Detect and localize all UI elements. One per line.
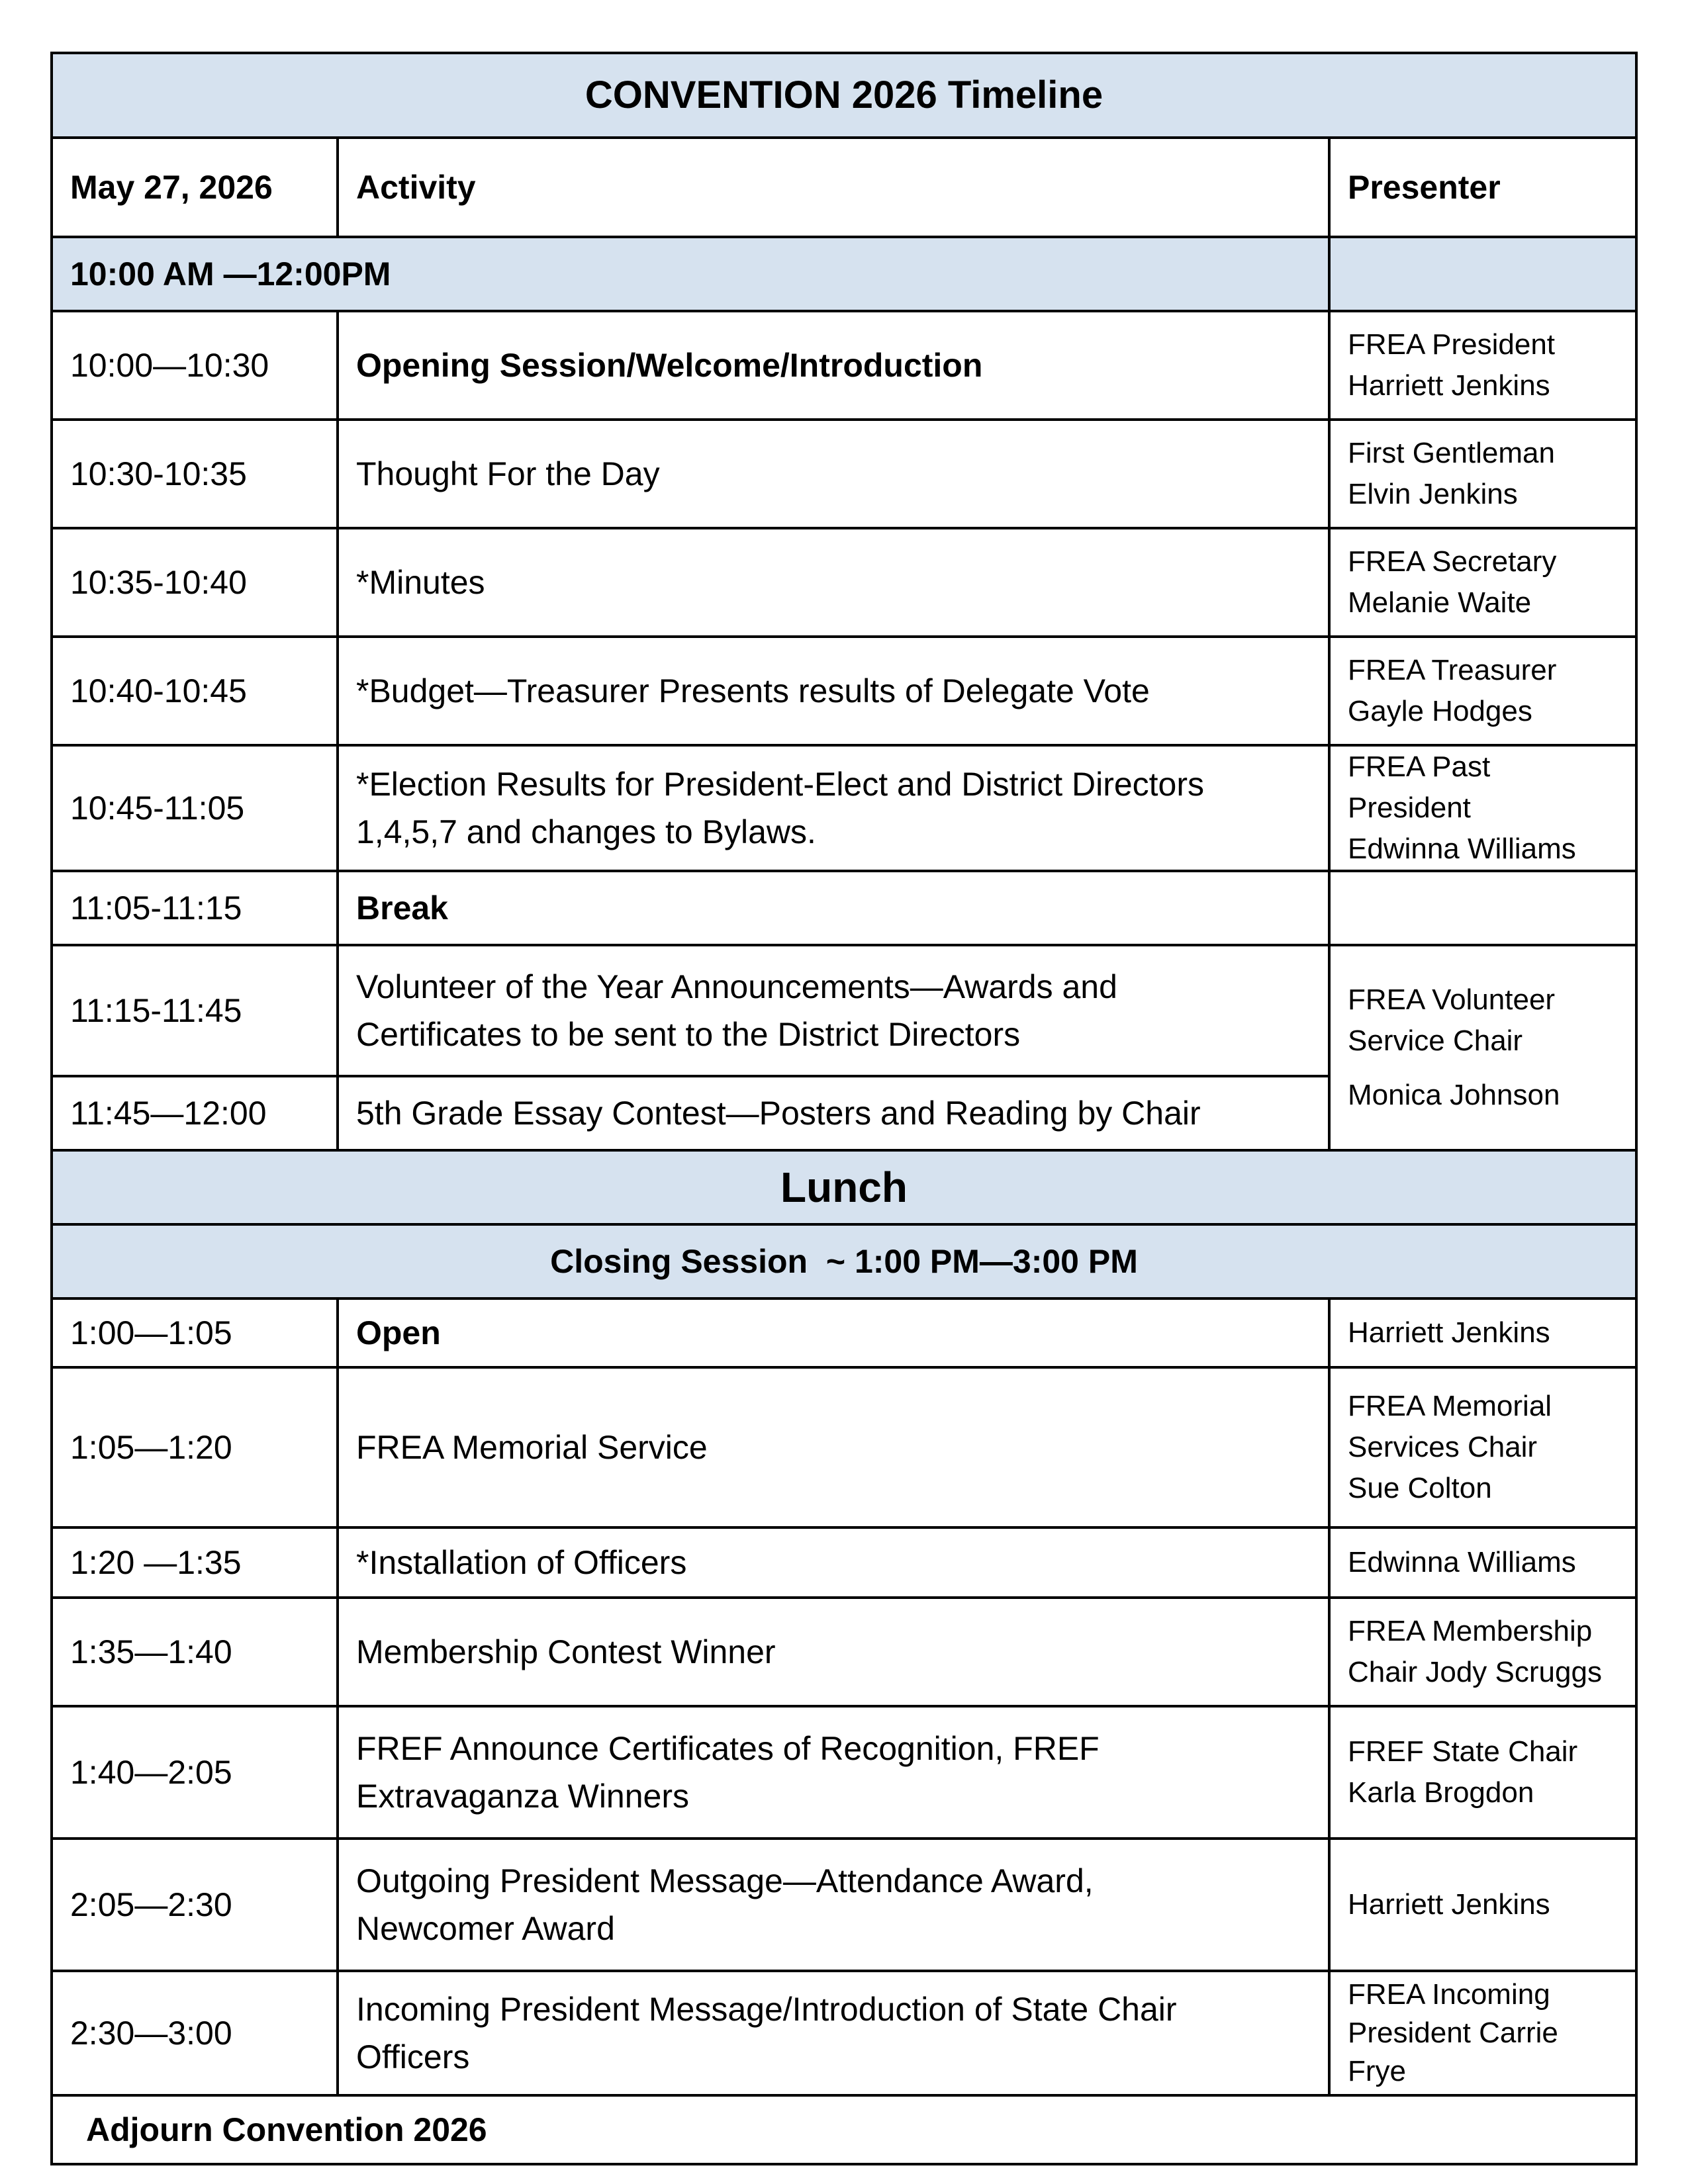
- row-presenter: [1329, 1971, 1636, 2095]
- schedule-row: [52, 1598, 1636, 1706]
- presenter-line: Monica Johnson: [1348, 1079, 1560, 1111]
- schedule-row: [52, 1527, 1636, 1598]
- header-date: May 27, 2026: [52, 138, 338, 237]
- row-time: 10:45-11:05: [52, 745, 338, 871]
- morning-band-row: [52, 237, 1636, 311]
- row-activity: Opening Session/Welcome/Introduction: [338, 311, 1329, 420]
- row-presenter: [1329, 528, 1636, 637]
- adjourn-row: [52, 2095, 1636, 2164]
- activity-line: *Election Results for President-Elect and District Directors: [356, 766, 1205, 803]
- schedule-row: [52, 1298, 1636, 1367]
- presenter-line: FREA Memorial: [1348, 1390, 1552, 1422]
- activity-line: 1,4,5,7 and changes to Bylaws.: [356, 813, 816, 850]
- schedule-row: [52, 1367, 1636, 1527]
- row-time: 2:05—2:30: [52, 1839, 338, 1971]
- presenter-line: Gayle Hodges: [1348, 695, 1532, 727]
- row-time: 1:20 —1:35: [52, 1527, 338, 1598]
- presenter-line: Services Chair: [1348, 1431, 1538, 1463]
- schedule-row: [52, 528, 1636, 637]
- row-activity: Break: [338, 871, 1329, 945]
- activity-line: Extravaganza Winners: [356, 1778, 690, 1815]
- row-presenter: [1329, 1598, 1636, 1706]
- row-time: 11:05-11:15: [52, 871, 338, 945]
- presenter-line: FREF State Chair: [1348, 1735, 1578, 1768]
- morning-band-label: 10:00 AM —12:00PM: [52, 237, 1329, 311]
- row-time: 1:40—2:05: [52, 1706, 338, 1839]
- document-title: CONVENTION 2026 Timeline: [52, 53, 1636, 138]
- row-activity: *Installation of Officers: [338, 1527, 1329, 1598]
- schedule-row: [52, 1706, 1636, 1839]
- row-presenter: [1329, 745, 1636, 871]
- row-activity: [338, 745, 1329, 871]
- presenter-line: Melanie Waite: [1348, 586, 1532, 619]
- adjourn-label: Adjourn Convention 2026: [52, 2095, 1636, 2164]
- activity-line: Outgoing President Message—Attendance Award,: [356, 1862, 1094, 1899]
- row-time: 10:40-10:45: [52, 637, 338, 745]
- row-presenter: Harriett Jenkins: [1329, 1839, 1636, 1971]
- morning-band-empty: [1329, 237, 1636, 311]
- row-activity: [338, 1839, 1329, 1971]
- title-row: [52, 53, 1636, 138]
- presenter-line: Elvin Jenkins: [1348, 478, 1518, 510]
- closing-band-label: Closing Session ~ 1:00 PM—3:00 PM: [52, 1224, 1636, 1298]
- presenter-line: Harriett Jenkins: [1348, 369, 1550, 402]
- row-presenter: [1329, 311, 1636, 420]
- activity-line: Volunteer of the Year Announcements—Awards and: [356, 968, 1117, 1005]
- header-presenter: Presenter: [1329, 138, 1636, 237]
- closing-band-row: [52, 1224, 1636, 1298]
- row-presenter: [1329, 420, 1636, 528]
- presenter-line: FREA Secretary: [1348, 545, 1557, 578]
- row-time: 1:05—1:20: [52, 1367, 338, 1527]
- lunch-row: [52, 1150, 1636, 1224]
- row-time: 10:30-10:35: [52, 420, 338, 528]
- row-presenter: [1329, 1367, 1636, 1527]
- presenter-line: Sue Colton: [1348, 1472, 1492, 1504]
- header-activity: Activity: [338, 138, 1329, 237]
- activity-line: Officers: [356, 2038, 470, 2075]
- presenter-line: Frye: [1348, 2055, 1406, 2087]
- row-presenter: [1329, 637, 1636, 745]
- row-time: 11:15-11:45: [52, 945, 338, 1076]
- row-activity: *Budget—Treasurer Presents results of Delegate Vote: [338, 637, 1329, 745]
- schedule-row: [52, 945, 1636, 1076]
- presenter-line: President Carrie: [1348, 2017, 1558, 2049]
- presenter-line: FREA Treasurer: [1348, 654, 1557, 686]
- row-activity: Membership Contest Winner: [338, 1598, 1329, 1706]
- row-activity: Open: [338, 1298, 1329, 1367]
- schedule-row: [52, 420, 1636, 528]
- schedule-row: [52, 311, 1636, 420]
- presenter-line: FREA Incoming: [1348, 1978, 1550, 2011]
- row-activity: *Minutes: [338, 528, 1329, 637]
- presenter-line: Karla Brogdon: [1348, 1776, 1534, 1809]
- row-activity: [338, 945, 1329, 1076]
- presenter-line: FREA Volunteer: [1348, 983, 1556, 1016]
- row-presenter-empty: [1329, 871, 1636, 945]
- presenter-line: Service Chair: [1348, 1024, 1523, 1057]
- row-activity: FREA Memorial Service: [338, 1367, 1329, 1527]
- schedule-row: [52, 745, 1636, 871]
- row-activity: [338, 1706, 1329, 1839]
- row-time: 10:00—10:30: [52, 311, 338, 420]
- presenter-line: FREA Past President: [1348, 751, 1491, 824]
- activity-line: FREF Announce Certificates of Recognition, FREF: [356, 1730, 1100, 1767]
- row-presenter: Edwinna Williams: [1329, 1527, 1636, 1598]
- schedule-row: [52, 871, 1636, 945]
- row-activity: Thought For the Day: [338, 420, 1329, 528]
- schedule-row: [52, 1839, 1636, 1971]
- row-presenter: [1329, 1706, 1636, 1839]
- row-activity: 5th Grade Essay Contest—Posters and Reading by Chair: [338, 1076, 1329, 1150]
- presenter-line: Chair Jody Scruggs: [1348, 1656, 1602, 1688]
- row-time: 10:35-10:40: [52, 528, 338, 637]
- presenter-line: Edwinna Williams: [1348, 833, 1576, 865]
- row-time: 1:00—1:05: [52, 1298, 338, 1367]
- presenter-line: First Gentleman: [1348, 437, 1555, 469]
- schedule-row: [52, 1971, 1636, 2095]
- timeline-table: [50, 52, 1638, 2165]
- presenter-line: FREA President: [1348, 328, 1556, 361]
- row-time: 2:30—3:00: [52, 1971, 338, 2095]
- row-presenter: [1329, 945, 1636, 1150]
- row-time: 1:35—1:40: [52, 1598, 338, 1706]
- row-time: 11:45—12:00: [52, 1076, 338, 1150]
- activity-line: Certificates to be sent to the District Directors: [356, 1016, 1021, 1053]
- activity-line: Newcomer Award: [356, 1910, 615, 1947]
- header-row: [52, 138, 1636, 237]
- row-activity: [338, 1971, 1329, 2095]
- presenter-line: FREA Membership: [1348, 1615, 1593, 1647]
- row-presenter: Harriett Jenkins: [1329, 1298, 1636, 1367]
- activity-line: Incoming President Message/Introduction of State Chair: [356, 1991, 1177, 2028]
- schedule-row: [52, 637, 1636, 745]
- lunch-label: Lunch: [52, 1150, 1636, 1224]
